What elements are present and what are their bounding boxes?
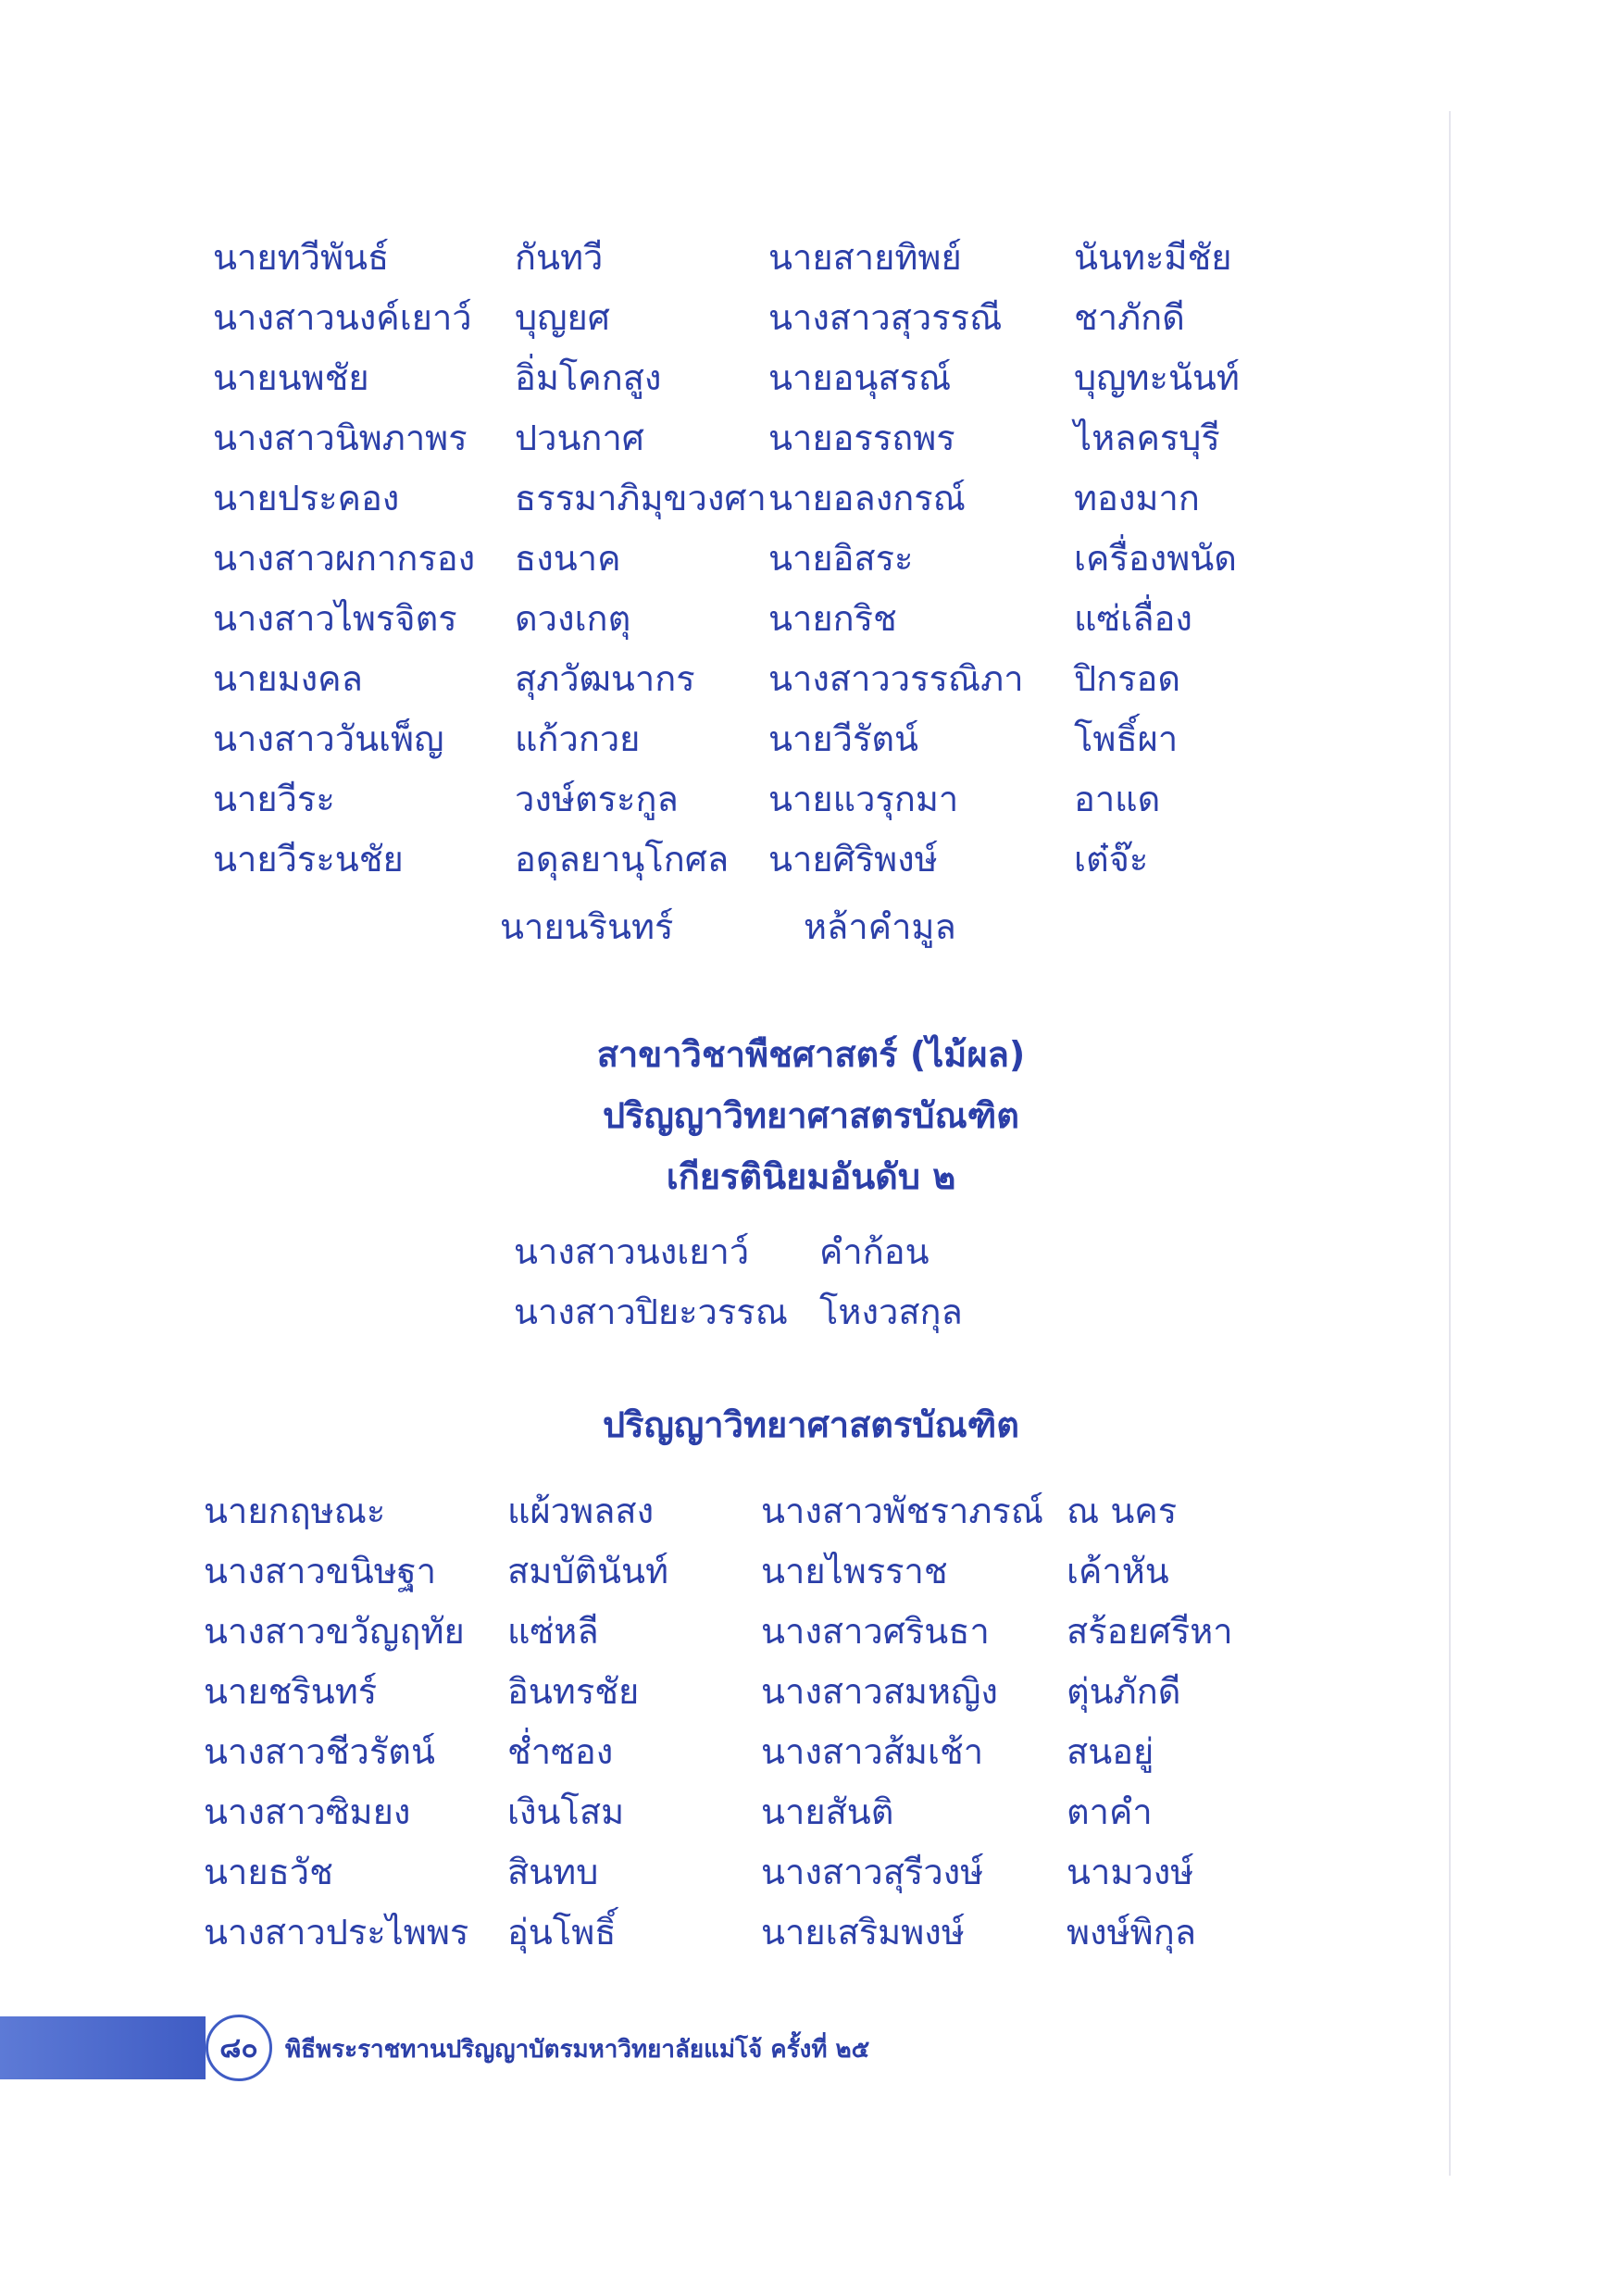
last-name: อุ่นโพธิ์ xyxy=(507,1912,617,1953)
last-name: อาแด xyxy=(1074,779,1161,819)
first-name: นางสาวศรินธา xyxy=(761,1611,990,1652)
first-name: นายนรินทร์ xyxy=(500,906,674,947)
first-name: นายสันติ xyxy=(761,1791,894,1832)
last-name: นามวงษ์ xyxy=(1067,1852,1194,1892)
last-name: ธงนาค xyxy=(515,538,621,579)
page-edge xyxy=(1449,111,1451,2176)
last-name: สมบัตินันท์ xyxy=(507,1551,669,1591)
page-number: ๘๐ xyxy=(219,2031,258,2065)
last-name: โหงวสกุล xyxy=(819,1292,963,1332)
last-name: ปิกรอด xyxy=(1074,658,1181,699)
last-name: เครื่องพนัด xyxy=(1074,538,1237,579)
last-name: เต๋จ๊ะ xyxy=(1074,839,1149,880)
last-name: วงษ์ตระกูล xyxy=(515,779,679,819)
first-name: นายศิริพงษ์ xyxy=(768,839,938,880)
last-name: อดุลยานุโกศล xyxy=(515,839,730,880)
last-name: ชาภักดี xyxy=(1074,297,1185,338)
first-name: นายมงคล xyxy=(213,658,363,699)
last-name: ดวงเกตุ xyxy=(515,598,631,639)
first-name: นายนพชัย xyxy=(213,357,369,398)
footer-title: พิธีพระราชทานปริญญาบัตรมหาวิทยาลัยแม่โจ้ ครั้งที่ ๒๕ xyxy=(285,2036,870,2064)
first-name: นายวีรัตน์ xyxy=(768,718,918,759)
last-name: สร้อยศรีหา xyxy=(1067,1611,1233,1652)
last-name: เค้าหัน xyxy=(1067,1551,1169,1591)
last-name: ทองมาก xyxy=(1074,478,1200,518)
first-name: นางสาวสุรีวงษ์ xyxy=(761,1852,984,1892)
first-name: นายชรินทร์ xyxy=(204,1671,378,1712)
major-heading: สาขาวิชาพืชศาสตร์ (ไม้ผล) xyxy=(596,1034,1026,1075)
last-name: แก้วกวย xyxy=(515,718,641,759)
first-name: นายประคอง xyxy=(213,478,400,518)
page-number-badge xyxy=(206,2015,272,2081)
last-name: สินทบ xyxy=(507,1852,599,1892)
first-name: นางสาวสุวรรณี xyxy=(768,297,1003,338)
last-name: บุญทะนันท์ xyxy=(1074,357,1240,398)
last-name: ไหลครบุรี xyxy=(1074,418,1220,458)
first-name: นายวีระ xyxy=(213,779,335,819)
last-name: โพธิ์ผา xyxy=(1074,718,1179,759)
footer-band xyxy=(0,2016,206,2079)
first-name: นางสาวนงเยาว์ xyxy=(514,1231,750,1272)
first-name: นางสาวส้มเช้า xyxy=(761,1731,984,1772)
first-name: นายอนุสรณ์ xyxy=(768,357,952,398)
first-name: นางสาวไพรจิตร xyxy=(213,598,457,639)
first-name: นางสาวประไพพร xyxy=(204,1912,469,1953)
last-name: แซ่หลี xyxy=(507,1611,599,1652)
last-name: กันทวี xyxy=(515,237,604,278)
first-name: นางสาวปิยะวรรณ xyxy=(514,1292,788,1332)
first-name: นางสาวผกากรอง xyxy=(213,538,476,579)
degree-heading-2: ปริญญาวิทยาศาสตรบัณฑิต xyxy=(603,1404,1019,1445)
last-name: นันทะมีชัย xyxy=(1074,237,1232,278)
first-name: นางสาวสมหญิง xyxy=(761,1671,998,1712)
first-name: นางสาวขวัญฤทัย xyxy=(204,1611,465,1652)
first-name: นางสาวขนิษฐา xyxy=(204,1551,437,1591)
first-name: นางสาวนิพภาพร xyxy=(213,418,468,458)
first-name: นายอลงกรณ์ xyxy=(768,478,966,518)
last-name: ปวนกาศ xyxy=(515,418,644,458)
last-name: ณ นคร xyxy=(1067,1491,1178,1531)
first-name: นางสาวนงค์เยาว์ xyxy=(213,297,472,338)
first-name: นางสาวชีวรัตน์ xyxy=(204,1731,435,1772)
first-name: นางสาววันเพ็ญ xyxy=(213,718,444,759)
first-name: นายทวีพันธ์ xyxy=(213,237,390,278)
last-name: คำก้อน xyxy=(819,1231,930,1272)
last-name: หล้าคำมูล xyxy=(804,906,956,947)
honors-heading: เกียรตินิยมอันดับ ๒ xyxy=(666,1156,956,1197)
first-name: นายอิสระ xyxy=(768,538,914,579)
last-name: พงษ์พิกุล xyxy=(1067,1912,1196,1953)
first-name: นายแวรุกมา xyxy=(768,779,959,819)
first-name: นายกริช xyxy=(768,598,897,639)
last-name: ตาคำ xyxy=(1067,1791,1153,1832)
first-name: นายกฤษณะ xyxy=(204,1491,386,1531)
first-name: นางสาวซิมยง xyxy=(204,1791,411,1832)
last-name: บุญยศ xyxy=(515,297,610,338)
first-name: นายอรรถพร xyxy=(768,418,955,458)
first-name: นางสาวพัชราภรณ์ xyxy=(761,1491,1044,1531)
last-name: สนอยู่ xyxy=(1067,1731,1154,1772)
last-name: แซ่เลื่อง xyxy=(1074,598,1192,639)
first-name: นายเสริมพงษ์ xyxy=(761,1912,965,1953)
first-name: นางสาววรรณิภา xyxy=(768,658,1024,699)
first-name: นายไพรราช xyxy=(761,1551,948,1591)
last-name: เงินโสม xyxy=(507,1791,625,1832)
degree-heading: ปริญญาวิทยาศาสตรบัณฑิต xyxy=(603,1095,1019,1136)
first-name: นายวีระนชัย xyxy=(213,839,404,880)
last-name: ธรรมาภิมุขวงศา xyxy=(515,478,767,518)
last-name: อินทรชัย xyxy=(507,1671,640,1712)
last-name: ช่ำซอง xyxy=(507,1731,614,1772)
last-name: สุภวัฒนากร xyxy=(515,658,695,699)
first-name: นายธวัช xyxy=(204,1852,333,1892)
last-name: ตุ่นภักดี xyxy=(1067,1671,1181,1712)
last-name: อิ่มโคกสูง xyxy=(515,357,662,398)
first-name: นายสายทิพย์ xyxy=(768,237,962,278)
last-name: แผ้วพลสง xyxy=(507,1491,655,1531)
